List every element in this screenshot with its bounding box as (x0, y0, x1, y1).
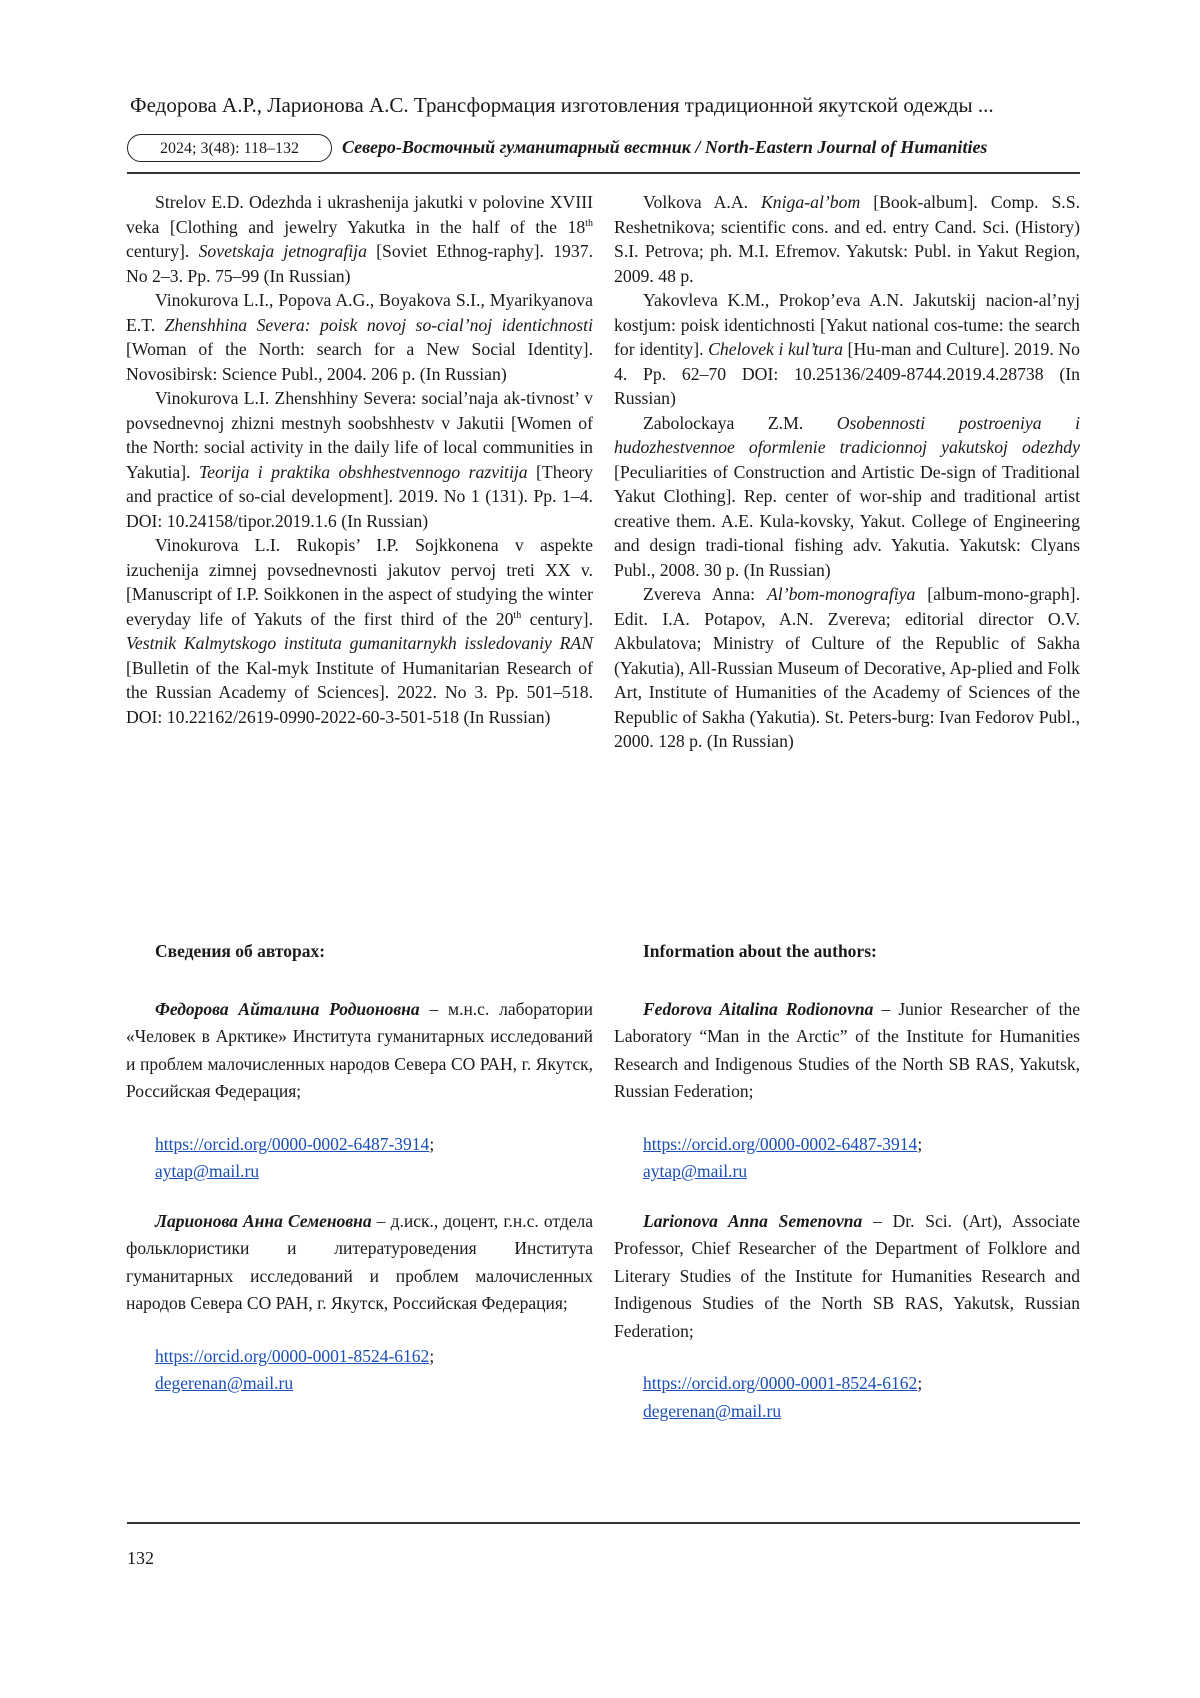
author-links (126, 1343, 593, 1398)
reference-item (126, 288, 593, 386)
author-desc: – д.иск., доцент, г.н.с. отдела фольклористики и литературоведения Института гуманитарных исследований и проблем малочисленных народов Севера СО РАН, г. Якутск, Российская Федерация; (126, 1210, 593, 1313)
spacer (614, 1186, 1080, 1208)
ref-text: [Theory and practice of so-cial development]. 2019. No 1 (131). Pp. 1–4. DOI: 10.24158/tipor.2019.1.6 (In Russian) (126, 461, 594, 531)
ref-sup: th (585, 217, 593, 229)
author-name: Fedorova Aitalina Rodionovna (643, 998, 874, 1019)
ref-sup: th (513, 609, 522, 621)
ref-text: Strelov E.D. Odezhda i ukrashenija jakutki v polovine XVIII veka [Clothing and jewelry Yakutka in the half of the 18 (126, 192, 593, 237)
spacer (126, 1186, 593, 1208)
ref-text: [Book-album]. Comp. S.S. Reshetnikova; scientific cons. and ed. entry Cand. Sci. (History) S.I. Petrova; ph. M.I. Efremov. Yakutsk: Publ. in Yakut Region, 2009. 48 p. (614, 192, 1080, 286)
reference-item (126, 190, 593, 288)
ref-text: century]. (126, 241, 199, 261)
ref-text: Volkova A.A. (643, 192, 761, 212)
author-entry (614, 1208, 1080, 1346)
ref-text: [Woman of the North: search for a New Social Identity]. Novosibirsk: Science Publ., 2004. 206 p. (In Russian) (126, 339, 593, 384)
ref-text: Vinokurova L.I. Rukopis’ I.P. Sojkkonena v aspekte izuchenija zimnej povsednevnosti jakutov pervoj treti XX v. [Manuscript of I.P. Soikkonen in the aspect of studying the winter everyday life of Yakuts of the first third of the 20 (126, 535, 593, 629)
journal-title: Северо-Восточный гуманитарный вестник / North-Eastern Journal of Humanities (342, 137, 988, 157)
reference-item (614, 582, 1080, 754)
ref-text: Vinokurova L.I., Popova A.G., Boyakova S.I., Myarikyanova E.T. (126, 290, 593, 335)
running-title: Федорова А.Р., Ларионова А.С. Трансформация изготовления традиционной якутской одежды ... (130, 93, 994, 117)
ref-text: [Soviet Ethnog-raphy]. 1937. No 2–3. Pp. 75–99 (In Russian) (126, 241, 593, 286)
authors-heading-en: Information about the authors: (643, 941, 877, 961)
reference-item (614, 288, 1080, 411)
separator: ; (917, 1133, 923, 1154)
reference-item (614, 411, 1080, 583)
ref-journal: Sovetskaja jetnografija (198, 241, 367, 261)
ref-title: Osobennosti postroeniya i hudozhestvennoe oformlenie tradicionnoj yakutskoj odezhdy (614, 412, 1080, 457)
email-link[interactable]: degerenan@mail.ru (643, 1400, 782, 1421)
ref-journal: Teorija i praktika obshhestvennogo razvitija (198, 461, 528, 482)
header-rule (127, 172, 1080, 174)
authors-info-ru (126, 938, 593, 1398)
email-link[interactable]: aytap@mail.ru (155, 1161, 260, 1181)
author-entry (614, 996, 1080, 1106)
orcid-link[interactable]: https://orcid.org/0000-0002-6487-3914 (643, 1133, 918, 1154)
ref-text: Vinokurova L.I. Zhenshhiny Severa: social’naja ak-tivnost’ v povsednevnoj zhizni mestnyh soobshhestv v Jakutii [Women of the North: social activity in the daily life of local communities in Yakutia]. (126, 388, 593, 482)
email-link[interactable]: degerenan@mail.ru (155, 1373, 294, 1393)
author-desc: – Dr. Sci. (Art), Associate Professor, Chief Researcher of the Department of Folklore and Literary Studies of the Institute for Humanities Research and Indigenous Studies of the North SB RAS, Yakutsk, Russian Federation; (614, 1210, 1080, 1341)
author-name: Larionova Anna Semenovna (643, 1210, 863, 1231)
author-name: Ларионова Анна Семеновна (155, 1210, 372, 1231)
ref-title: Zhenshhina Severa: poisk novoj so-cial’noj identichnosti (164, 314, 594, 335)
author-name: Федорова Айталина Родионовна (155, 998, 420, 1019)
ref-journal: Chelovek i kul’tura (708, 339, 843, 359)
ref-text: Zvereva Anna: (643, 584, 767, 604)
authors-info-en (614, 938, 1080, 1425)
ref-text: [Hu-man and Culture]. 2019. No 4. Pp. 62–70 DOI: 10.25136/2409-8744.2019.4.28738 (In Russian) (614, 339, 1080, 408)
orcid-link[interactable]: https://orcid.org/0000-0002-6487-3914 (155, 1133, 430, 1154)
reference-item (126, 386, 593, 533)
orcid-link[interactable]: https://orcid.org/0000-0001-8524-6162 (643, 1373, 918, 1393)
references-right-column (614, 190, 1080, 754)
orcid-link[interactable]: https://orcid.org/0000-0001-8524-6162 (155, 1345, 430, 1366)
email-link[interactable]: aytap@mail.ru (643, 1161, 748, 1181)
issue-badge: 2024; 3(48): 118–132 (127, 134, 332, 162)
journal-meta-row (127, 134, 1080, 164)
ref-text: Zabolockaya Z.M. (643, 412, 837, 433)
author-entry (126, 996, 593, 1106)
ref-text: [album-mono-graph]. Edit. I.A. Potapov, A.N. Zvereva; editorial director O.V. Akbulatova; Ministry of Culture of the Republic of Sakha (Yakutia), All-Russian Museum of Decorative, Ap-plied and Folk Art, Institute of Humanities of the Academy of Sciences of the Republic of Sakha (Yakutia). St. Peters-burg: Ivan Fedorov Publ., 2000. 128 p. (In Russian) (614, 584, 1080, 751)
separator: ; (917, 1373, 923, 1393)
separator: ; (429, 1133, 435, 1154)
author-entry (126, 1208, 593, 1318)
ref-text: [Bulletin of the Kal-myk Institute of Humanitarian Research of the Russian Academy of Sciences]. 2022. No 3. Pp. 501–518. DOI: 10.22162/2619-0990-2022-60-3-501-518 (In Russian) (126, 657, 593, 727)
ref-text: [Peculiarities of Construction and Artistic De-sign of Traditional Yakut Clothing]. Rep. center of wor-ship and traditional artist creative them. A.E. Kula-kovsky, Yakut. College of Engineering and design tradi-tional fishing adv. Yakutia. Yakutsk: Clyans Publ., 2008. 30 p. (In Russian) (614, 461, 1080, 580)
author-desc: – м.н.с. лаборатории «Человек в Арктике» Института гуманитарных исследований и проблем малочисленных народов Севера СО РАН, г. Якутск, Российская Федерация; (126, 998, 593, 1101)
page-number: 132 (127, 1548, 154, 1568)
references-left-column (126, 190, 593, 729)
author-links (126, 1131, 593, 1186)
reference-item (126, 533, 593, 729)
separator: ; (429, 1345, 435, 1366)
author-links (614, 1131, 1080, 1186)
ref-title: Kniga-al’bom (761, 192, 861, 212)
reference-item (614, 190, 1080, 288)
ref-text: Yakovleva K.M., Prokop’eva A.N. Jakutskij nacion-al’nyj kostjum: poisk identichnosti [Yakut national cos-tume: the search for identity]. (614, 290, 1080, 359)
ref-text: century]. (521, 608, 593, 629)
author-links (614, 1370, 1080, 1425)
ref-title: Al’bom-monografiya (766, 584, 916, 604)
authors-heading-ru: Сведения об авторах: (155, 941, 326, 961)
footer-rule (127, 1522, 1080, 1524)
ref-journal: Vestnik Kalmytskogo instituta gumanitarnykh issledovaniy RAN (126, 633, 593, 653)
author-desc: – Junior Researcher of the Laboratory “Man in the Arctic” of the Institute for Humanities Research and Indigenous Studies of the North SB RAS, Yakutsk, Russian Federation; (614, 998, 1080, 1101)
